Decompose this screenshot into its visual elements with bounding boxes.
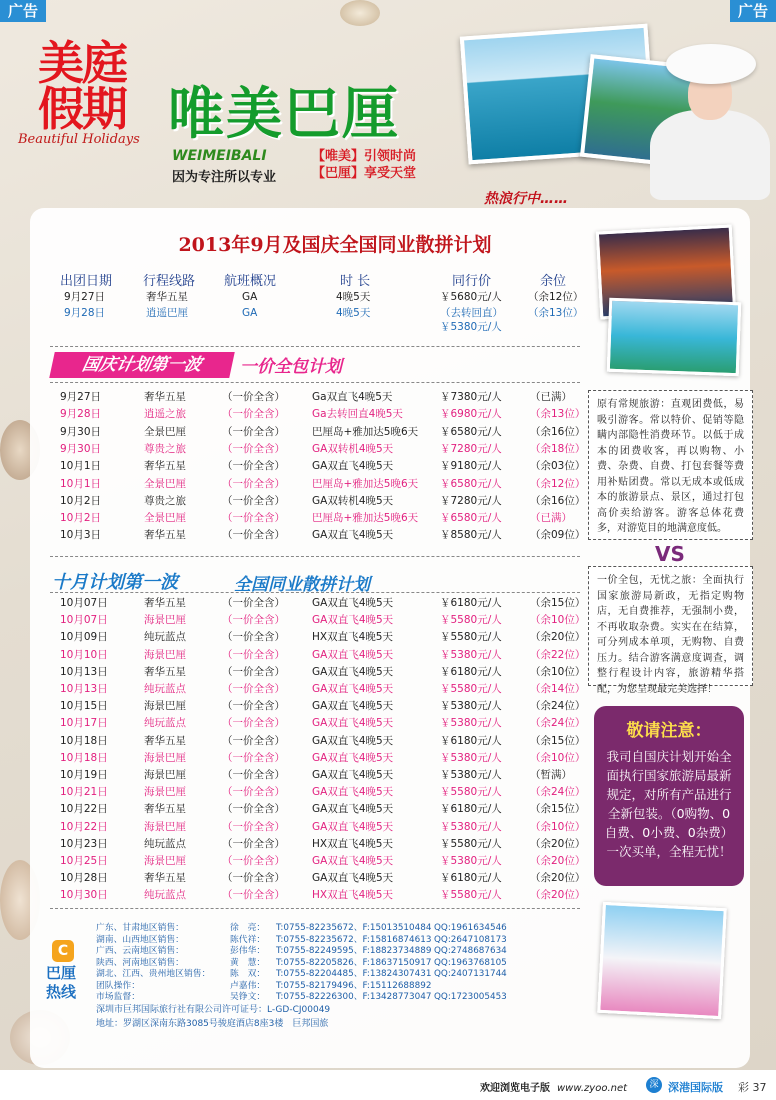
flight-cell: Ga去转回直4晚5天 bbox=[312, 408, 403, 421]
inclusive-cell: （一价全含） bbox=[222, 477, 285, 490]
route-cell: 海景巴厘 bbox=[144, 820, 186, 833]
footer-bar bbox=[0, 1070, 776, 1100]
flight-cell: GA双直飞4晚5天 bbox=[312, 855, 394, 867]
route-cell: 奢华五星 bbox=[144, 734, 186, 747]
contact-name: 陈代祥： bbox=[230, 934, 266, 945]
length-cell: 4晚5天 bbox=[336, 291, 371, 303]
col-seats: 余位 bbox=[540, 274, 567, 289]
date-cell: 10月13日 bbox=[60, 683, 108, 695]
brand-title: 唯美巴厘 bbox=[168, 82, 400, 147]
contact-region: 广东、甘肃地区销售： bbox=[96, 923, 184, 933]
col-length: 时 长 bbox=[340, 274, 371, 289]
price-cell: ￥5380元/人 bbox=[440, 820, 502, 833]
contact-phone: T:0755-82235672、F:15013510484 bbox=[276, 923, 432, 933]
route-cell: 奢华五星 bbox=[146, 291, 188, 303]
col-price: 同行价 bbox=[452, 274, 492, 289]
contact-qq: QQ:2647108173 bbox=[434, 934, 507, 945]
price-cell: （去转回直） bbox=[440, 307, 503, 319]
date-cell: 9月28日 bbox=[60, 408, 102, 421]
date-cell: 9月28日 bbox=[64, 307, 106, 319]
price-cell: ￥9180元/人 bbox=[440, 460, 502, 473]
inclusive-cell: （一价全含） bbox=[222, 717, 285, 730]
inclusive-cell: （一价全含） bbox=[222, 786, 285, 799]
flight-cell: GA双直飞4晚5天 bbox=[312, 529, 394, 542]
route-cell: 奢华五星 bbox=[144, 597, 186, 609]
flight-cell: GA双直飞4晚5天 bbox=[312, 665, 394, 678]
price-cell: ￥5380元/人 bbox=[440, 717, 502, 730]
seats-cell: （余20位） bbox=[530, 889, 586, 902]
seats-cell: （余16位） bbox=[530, 425, 586, 438]
contact-name: 卢嘉伟： bbox=[230, 980, 266, 991]
logo-cn-top: 美庭 bbox=[38, 36, 126, 90]
seats-cell: （暂满） bbox=[530, 769, 572, 781]
route-cell: 尊贵之旅 bbox=[144, 494, 186, 507]
divider bbox=[50, 908, 580, 909]
couple-photo bbox=[597, 902, 727, 1019]
flight-cell: GA bbox=[242, 291, 258, 303]
model-photo-body bbox=[650, 110, 770, 200]
hot-selling-banner: 热浪行中…… bbox=[484, 191, 568, 207]
flight-cell: GA双直飞4晚5天 bbox=[312, 786, 394, 799]
contact-region: 湖南、山西地区销售： bbox=[96, 934, 184, 945]
price-cell: ￥5380元/人 bbox=[440, 769, 502, 781]
contact-phone: T:0755-82179496、F:15112688892 bbox=[276, 980, 432, 991]
flight-cell: GA双直飞4晚5天 bbox=[312, 820, 394, 833]
inclusive-cell: （一价全含） bbox=[222, 529, 285, 542]
route-cell: 海景巴厘 bbox=[144, 855, 186, 867]
date-cell: 10月13日 bbox=[60, 665, 108, 678]
flight-cell: GA双直飞4晚5天 bbox=[312, 751, 394, 764]
seats-cell: （余10位） bbox=[530, 614, 586, 627]
seats-cell: （余13位） bbox=[530, 408, 586, 421]
flight-cell: HX双直飞4晚5天 bbox=[312, 889, 393, 902]
flight-cell: GA双直飞4晚5天 bbox=[312, 460, 394, 473]
contact-region: 市场监督： bbox=[96, 992, 140, 1002]
inclusive-cell: （一价全含） bbox=[222, 425, 285, 438]
contact-name: 吴铮文： bbox=[230, 992, 266, 1002]
hotline-label-1: 巴厘 bbox=[46, 964, 77, 982]
route-cell: 奢华五星 bbox=[144, 872, 186, 885]
inclusive-cell: （一价全含） bbox=[222, 391, 285, 403]
inclusive-cell: （一价全含） bbox=[222, 442, 285, 455]
section2-label: 十月计划第一波 bbox=[52, 572, 178, 593]
traditional-tour-box: 原有常规旅游：直观团费低，易吸引游客。常以特价、促销等隐瞒内部隐性消费环节。以低于成本的团费收客，再以购物、小费、杂费、自费、打包套餐等费用补贴团费。常以无成本或低成本的旅游景点、景区，通过打包高价卖给游客。游客总体花费多，对游览目的地满意度低。 bbox=[588, 390, 753, 540]
route-cell: 尊贵之旅 bbox=[144, 442, 186, 455]
contact-qq: QQ:1961634546 bbox=[434, 923, 507, 933]
price-cell: ￥5380元/人 bbox=[440, 321, 502, 333]
date-cell: 10月2日 bbox=[60, 512, 102, 525]
flight-cell: GA双直飞4晚5天 bbox=[312, 700, 394, 713]
contact-phone: T:0755-82235672、F:15816874613 bbox=[276, 934, 432, 945]
contact-qq: QQ:1723005453 bbox=[434, 992, 507, 1002]
route-cell: 奢华五星 bbox=[144, 391, 186, 403]
web-notice bbox=[480, 1079, 627, 1094]
route-cell: 海景巴厘 bbox=[144, 614, 186, 627]
date-cell: 10月18日 bbox=[60, 734, 108, 747]
inclusive-cell: （一价全含） bbox=[222, 494, 285, 507]
notice-box bbox=[594, 706, 744, 886]
date-cell: 10月15日 bbox=[60, 700, 108, 713]
flight-cell: GA双直飞4晚5天 bbox=[312, 803, 394, 816]
flight-cell: GA双直飞4晚5天 bbox=[312, 614, 394, 627]
seats-cell: （余03位） bbox=[530, 460, 586, 473]
seats-cell: （余24位） bbox=[530, 786, 586, 799]
beach-aerial-photo bbox=[607, 298, 742, 377]
date-cell: 10月1日 bbox=[60, 460, 102, 473]
address-text: 地址：罗湖区深南东路3085号骏庭酒店8座3楼 巨邦国旅 bbox=[96, 1019, 329, 1029]
date-cell: 9月27日 bbox=[64, 291, 106, 303]
seats-cell: （余15位） bbox=[530, 803, 586, 816]
route-cell: 全景巴厘 bbox=[144, 512, 186, 525]
price-cell: ￥6180元/人 bbox=[440, 734, 502, 747]
seats-cell: （已满） bbox=[530, 391, 572, 403]
contact-region: 湖北、江西、贵州地区销售： bbox=[96, 969, 211, 979]
inclusive-cell: （一价全含） bbox=[222, 683, 285, 695]
price-cell: ￥6180元/人 bbox=[440, 597, 502, 609]
contact-region: 团队操作： bbox=[96, 980, 140, 991]
flight-cell: GA双直飞4晚5天 bbox=[312, 597, 394, 609]
date-cell: 10月19日 bbox=[60, 769, 108, 781]
price-cell: ￥6580元/人 bbox=[440, 425, 502, 438]
publication-logo-icon: 深 bbox=[646, 1077, 662, 1093]
price-cell: ￥6580元/人 bbox=[440, 477, 502, 490]
notice-title: 敬请注意： bbox=[626, 721, 712, 741]
price-cell: ￥5380元/人 bbox=[440, 751, 502, 764]
date-cell: 10月22日 bbox=[60, 803, 108, 816]
brand-tags bbox=[312, 148, 416, 182]
flight-cell: 巴厘岛+雅加达5晚6天 bbox=[312, 512, 419, 525]
price-cell: ￥5580元/人 bbox=[440, 837, 502, 850]
flight-cell: GA双直飞4晚5天 bbox=[312, 769, 394, 781]
brand-slogan: 因为专注所以专业 bbox=[172, 170, 277, 185]
date-cell: 10月07日 bbox=[60, 597, 108, 609]
flight-cell: GA bbox=[242, 307, 258, 319]
brand-en: WEIMEIBALI bbox=[172, 148, 267, 164]
flight-cell: GA双直飞4晚5天 bbox=[312, 648, 394, 661]
col-route: 行程线路 bbox=[143, 274, 196, 289]
seats-cell: （余15位） bbox=[530, 597, 586, 609]
contact-qq: QQ:2407131744 bbox=[434, 969, 507, 979]
seats-cell: （余20位） bbox=[530, 872, 586, 885]
flight-cell: HX双直飞4晚5天 bbox=[312, 631, 393, 644]
logo-cn-bottom: 假期 bbox=[38, 82, 126, 136]
divider bbox=[50, 556, 580, 557]
length-cell: 4晚5天 bbox=[336, 307, 371, 319]
route-cell: 奢华五星 bbox=[144, 665, 186, 678]
contact-phone: T:0755-82204485、F:13824307431 bbox=[276, 969, 432, 979]
price-cell: ￥7380元/人 bbox=[440, 391, 502, 403]
contact-name: 徐 亮： bbox=[230, 923, 266, 933]
inclusive-cell: （一价全含） bbox=[222, 751, 285, 764]
price-cell: ￥5580元/人 bbox=[440, 631, 502, 644]
seats-cell: （余24位） bbox=[530, 717, 586, 730]
inclusive-cell: （一价全含） bbox=[222, 820, 285, 833]
logo-en: Beautiful Holidays bbox=[18, 132, 140, 147]
route-cell: 纯玩蓝点 bbox=[144, 889, 186, 902]
inclusive-cell: （一价全含） bbox=[222, 408, 285, 421]
route-cell: 奢华五星 bbox=[144, 460, 186, 473]
flight-cell: GA双直飞4晚5天 bbox=[312, 734, 394, 747]
date-cell: 10月17日 bbox=[60, 717, 108, 730]
price-cell: ￥5580元/人 bbox=[440, 786, 502, 799]
inclusive-cell: （一价全含） bbox=[222, 734, 285, 747]
price-cell: ￥5380元/人 bbox=[440, 700, 502, 713]
date-cell: 10月22日 bbox=[60, 820, 108, 833]
date-cell: 10月1日 bbox=[60, 477, 102, 490]
price-cell: ￥8580元/人 bbox=[440, 529, 502, 542]
contact-phone: T:0755-82226300、F:13428773047 bbox=[276, 992, 432, 1002]
contact-qq: QQ:1963768105 bbox=[434, 957, 507, 968]
date-cell: 10月30日 bbox=[60, 889, 108, 902]
inclusive-cell: （一价全含） bbox=[222, 769, 285, 781]
seats-cell: （余13位） bbox=[528, 307, 584, 319]
seats-cell: （余18位） bbox=[530, 442, 586, 455]
route-cell: 海景巴厘 bbox=[144, 700, 186, 713]
phone-icon: C bbox=[52, 940, 74, 962]
divider bbox=[50, 382, 580, 383]
seats-cell: （余10位） bbox=[530, 820, 586, 833]
seats-cell: （余22位） bbox=[530, 648, 586, 661]
inclusive-cell: （一价全含） bbox=[222, 803, 285, 816]
brand-tag-2: 【巴厘】享受天堂 bbox=[312, 166, 417, 181]
price-cell: ￥5580元/人 bbox=[440, 614, 502, 627]
inclusive-cell: （一价全含） bbox=[222, 648, 285, 661]
contact-region: 广西、云南地区销售： bbox=[96, 946, 184, 956]
contact-region: 陕西、河南地区销售： bbox=[96, 957, 184, 968]
date-cell: 9月30日 bbox=[60, 442, 102, 455]
price-cell: ￥7280元/人 bbox=[440, 494, 502, 507]
flight-cell: 巴厘岛+雅加达5晚6天 bbox=[312, 477, 419, 490]
inclusive-cell: （一价全含） bbox=[222, 614, 285, 627]
all-inclusive-box: 一价全包，无忧之旅：全面执行国家旅游局新政，无指定购物店，无自费推荐，无强制小费，不再收取杂费。实实在在结算，可分列成本单项，无购物、自费压力。结合游客满意度调查，调整行程设计内容，旅游精华搭配，为您呈现最完美选择！ bbox=[588, 566, 753, 686]
hotline-label-2: 热线 bbox=[46, 983, 77, 1001]
web-label: 欢迎浏览电子版 bbox=[480, 1083, 550, 1094]
date-cell: 10月07日 bbox=[60, 614, 108, 627]
contact-name: 黄 慧： bbox=[230, 957, 266, 968]
ad-tag-left: 广告 bbox=[0, 0, 46, 22]
price-cell: ￥6180元/人 bbox=[440, 665, 502, 678]
route-cell: 纯玩蓝点 bbox=[144, 837, 186, 850]
price-cell: ￥5580元/人 bbox=[440, 683, 502, 695]
route-cell: 奢华五星 bbox=[144, 529, 186, 542]
flight-cell: Ga双直飞4晚5天 bbox=[312, 391, 393, 403]
price-cell: ￥5680元/人 bbox=[440, 291, 502, 303]
date-cell: 10月3日 bbox=[60, 529, 102, 542]
route-cell: 纯玩蓝点 bbox=[144, 683, 186, 695]
flight-cell: HX双直飞4晚5天 bbox=[312, 837, 393, 850]
route-cell: 全景巴厘 bbox=[144, 425, 186, 438]
route-cell: 海景巴厘 bbox=[144, 786, 186, 799]
date-cell: 10月2日 bbox=[60, 494, 102, 507]
seats-cell: （余14位） bbox=[530, 683, 586, 695]
flight-cell: GA双直飞4晚5天 bbox=[312, 717, 394, 730]
brand-tag-1: 【唯美】引领时尚 bbox=[312, 149, 417, 164]
price-cell: ￥7280元/人 bbox=[440, 442, 502, 455]
flight-cell: GA双转机4晚5天 bbox=[312, 442, 394, 455]
seats-cell: （余20位） bbox=[530, 837, 586, 850]
route-cell: 全景巴厘 bbox=[144, 477, 186, 490]
date-cell: 10月25日 bbox=[60, 855, 108, 867]
model-photo-hat bbox=[666, 44, 756, 84]
price-cell: ￥5380元/人 bbox=[440, 648, 502, 661]
contact-name: 彭伟华： bbox=[230, 946, 266, 956]
page-number: 彩 37 bbox=[738, 1081, 767, 1094]
price-cell: ￥5580元/人 bbox=[440, 889, 502, 902]
publication-name: 深港国际版 bbox=[668, 1081, 723, 1094]
price-cell: ￥6180元/人 bbox=[440, 872, 502, 885]
contact-name: 陈 双： bbox=[230, 969, 266, 979]
shell-decoration bbox=[340, 0, 380, 26]
seats-cell: （余10位） bbox=[530, 665, 586, 678]
inclusive-cell: （一价全含） bbox=[222, 512, 285, 525]
inclusive-cell: （一价全含） bbox=[222, 597, 285, 609]
date-cell: 10月23日 bbox=[60, 837, 108, 850]
seats-cell: （余20位） bbox=[530, 855, 586, 867]
price-cell: ￥6980元/人 bbox=[440, 408, 502, 421]
inclusive-cell: （一价全含） bbox=[222, 700, 285, 713]
divider bbox=[50, 592, 580, 593]
seats-cell: （余10位） bbox=[530, 751, 586, 764]
vs-label: VS bbox=[655, 542, 685, 566]
price-cell: ￥6580元/人 bbox=[440, 512, 502, 525]
inclusive-cell: （一价全含） bbox=[222, 872, 285, 885]
date-cell: 9月30日 bbox=[60, 425, 102, 438]
route-cell: 纯玩蓝点 bbox=[144, 631, 186, 644]
inclusive-cell: （一价全含） bbox=[222, 460, 285, 473]
seats-cell: （余12位） bbox=[528, 291, 584, 303]
section2-subtitle: 全国同业散拼计划 bbox=[234, 575, 370, 595]
notice-body: 我司自国庆计划开始全面执行国家旅游局最新规定，对所有产品进行全新包装。（0购物、0自费、0小费、0杂费）一次买单，全程无忧！ bbox=[604, 749, 734, 859]
hotline-label bbox=[46, 964, 76, 1002]
route-cell: 海景巴厘 bbox=[144, 648, 186, 661]
flight-cell: GA双直飞4晚5天 bbox=[312, 872, 394, 885]
seats-cell: （余20位） bbox=[530, 631, 586, 644]
seats-cell: （余16位） bbox=[530, 494, 586, 507]
web-url[interactable]: www.zyoo.net bbox=[556, 1083, 628, 1094]
divider bbox=[50, 346, 580, 347]
date-cell: 10月18日 bbox=[60, 751, 108, 764]
inclusive-cell: （一价全含） bbox=[222, 837, 285, 850]
seats-cell: （余15位） bbox=[530, 734, 586, 747]
contact-phone: T:0755-82205826、F:18637150917 bbox=[276, 957, 432, 968]
route-cell: 海景巴厘 bbox=[144, 751, 186, 764]
seats-cell: （已满） bbox=[530, 512, 572, 525]
price-cell: ￥5380元/人 bbox=[440, 855, 502, 867]
route-cell: 海景巴厘 bbox=[144, 769, 186, 781]
section1-label: 国庆计划第一波 bbox=[49, 352, 235, 378]
contact-phone: T:0755-82249595、F:18823734889 bbox=[276, 946, 432, 956]
flight-cell: GA双直飞4晚5天 bbox=[312, 683, 394, 695]
page-title: 2013年9月及国庆全国同业散拼计划 bbox=[178, 234, 492, 256]
inclusive-cell: （一价全含） bbox=[222, 631, 285, 644]
contact-qq: QQ:2748687634 bbox=[434, 946, 507, 956]
date-cell: 9月27日 bbox=[60, 391, 102, 403]
seats-cell: （余09位） bbox=[530, 529, 586, 542]
inclusive-cell: （一价全含） bbox=[222, 665, 285, 678]
route-cell: 纯玩蓝点 bbox=[144, 717, 186, 730]
route-cell: 逍遥巴厘 bbox=[146, 307, 188, 319]
seats-cell: （余24位） bbox=[530, 700, 586, 713]
date-cell: 10月09日 bbox=[60, 631, 108, 644]
company-logo bbox=[38, 36, 126, 136]
date-cell: 10月21日 bbox=[60, 786, 108, 799]
route-cell: 逍遥之旅 bbox=[144, 408, 186, 421]
col-date: 出团日期 bbox=[60, 274, 113, 289]
inclusive-cell: （一价全含） bbox=[222, 855, 285, 867]
flight-cell: 巴厘岛+雅加达5晚6天 bbox=[312, 425, 419, 438]
ad-tag-right: 广告 bbox=[730, 0, 776, 22]
flight-cell: GA双转机4晚5天 bbox=[312, 494, 394, 507]
col-flight: 航班概况 bbox=[224, 274, 277, 289]
route-cell: 奢华五星 bbox=[144, 803, 186, 816]
inclusive-cell: （一价全含） bbox=[222, 889, 285, 902]
date-cell: 10月28日 bbox=[60, 872, 108, 885]
section1-subtitle: 一价全包计划 bbox=[240, 357, 342, 377]
date-cell: 10月10日 bbox=[60, 648, 108, 661]
license-text: 深圳市巨邦国际旅行社有限公司许可证号：L-GD-CJ00049 bbox=[96, 1005, 331, 1015]
price-cell: ￥6180元/人 bbox=[440, 803, 502, 816]
seats-cell: （余12位） bbox=[530, 477, 586, 490]
